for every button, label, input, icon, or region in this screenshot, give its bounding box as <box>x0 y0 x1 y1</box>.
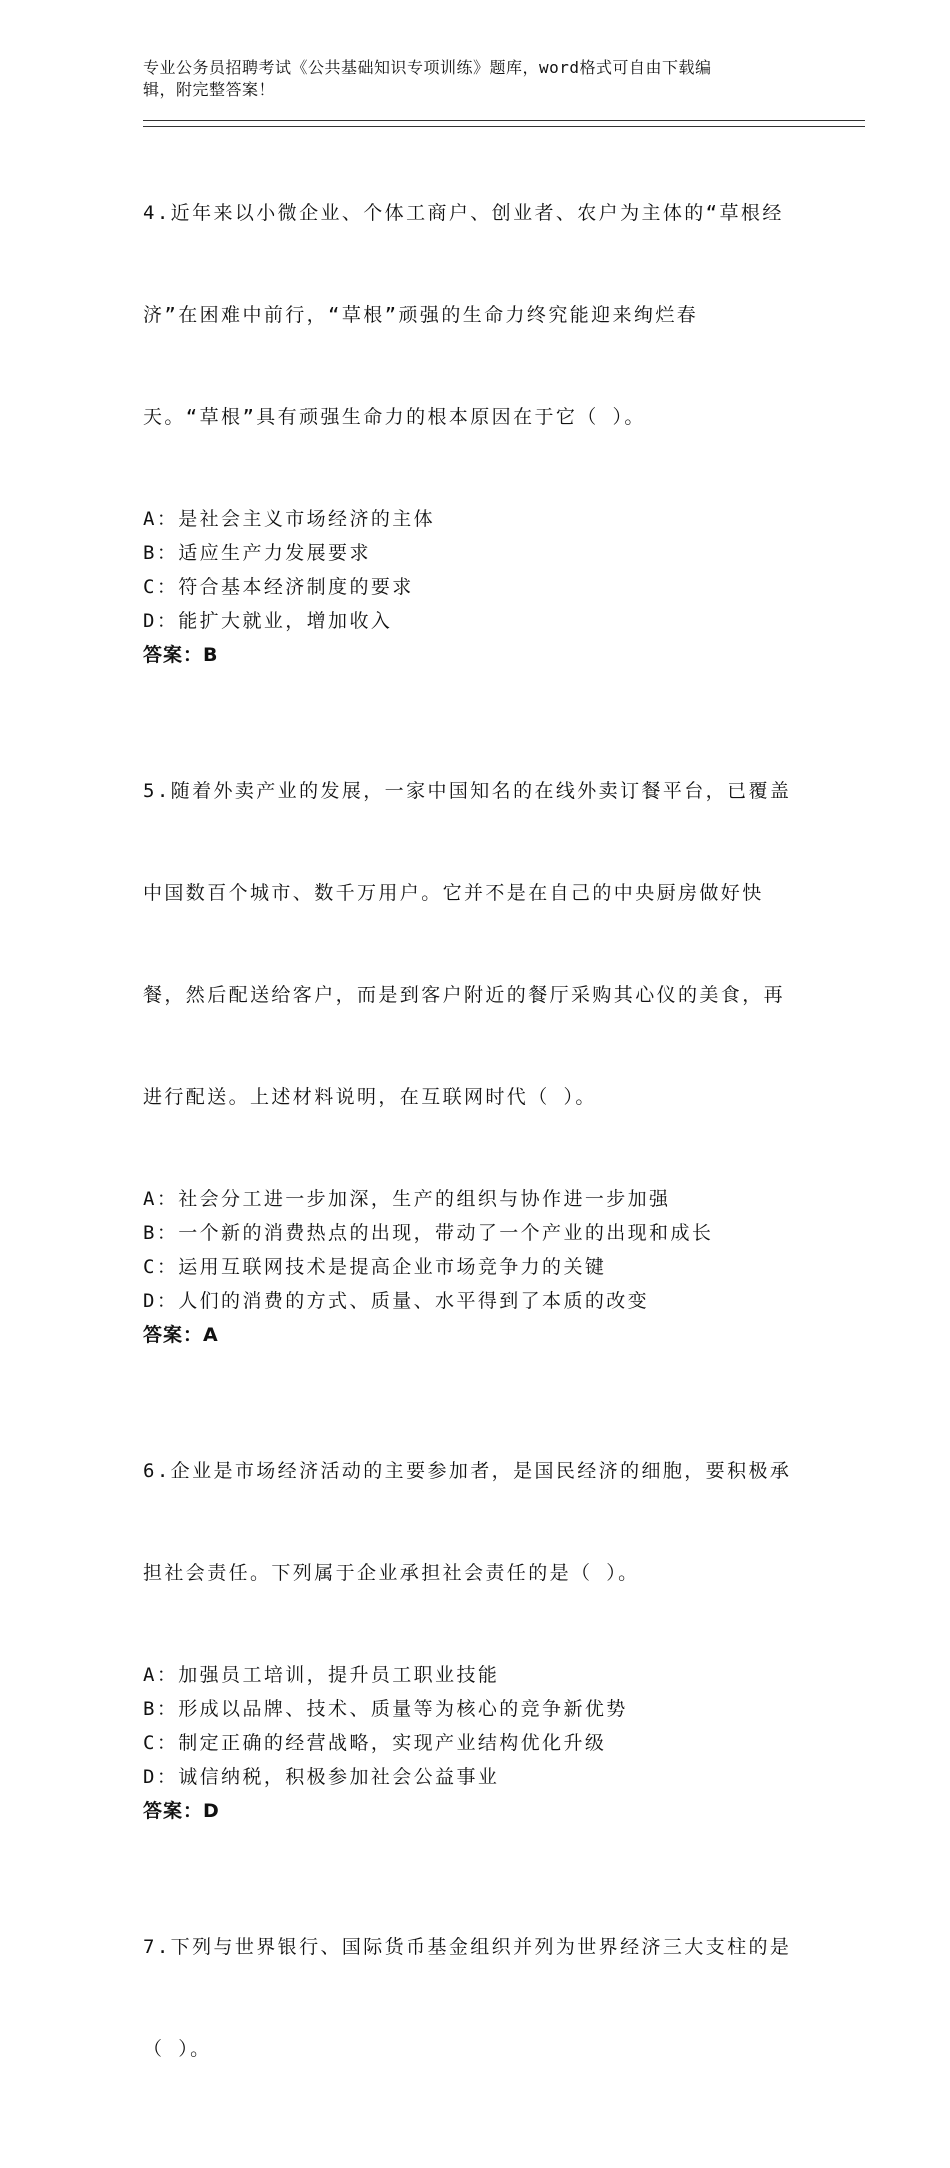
question-stem <box>143 706 803 1182</box>
stem-line: 6.企业是市场经济活动的主要参加者，是国民经济的细胞，要积极承 <box>143 1460 792 1482</box>
stem-line: 天。“草根”具有顽强生命力的根本原因在于它（ ）。 <box>143 406 646 428</box>
stem-line: 4.近年来以小微企业、个体工商户、创业者、农户为主体的“草根经 <box>143 202 784 224</box>
stem-line: 担社会责任。下列属于企业承担社会责任的是（ ）。 <box>143 1562 640 1584</box>
question-list <box>143 128 803 2168</box>
question-stem <box>143 1862 803 2134</box>
question-6 <box>143 1386 803 1828</box>
option-c: C：制定正确的经营战略，实现产业结构优化升级 <box>143 1732 607 1754</box>
header-divider <box>143 120 865 127</box>
option-b: B：适应生产力发展要求 <box>143 542 371 564</box>
stem-line: 5.随着外卖产业的发展，一家中国知名的在线外卖订餐平台，已覆盖 <box>143 780 792 802</box>
option-d: D：能扩大就业，增加收入 <box>143 610 393 632</box>
stem-line: 7.下列与世界银行、国际货币基金组织并列为世界经济三大支柱的是 <box>143 1936 792 1958</box>
stem-line: 餐，然后配送给客户，而是到客户附近的餐厅采购其心仪的美食，再 <box>143 984 786 1006</box>
stem-line: （ ）。 <box>143 2038 212 2060</box>
answer-label: 答案：B <box>143 644 219 666</box>
header-line-2: 辑，附完整答案！ <box>143 80 276 99</box>
option-c: C：运用互联网技术是提高企业市场竞争力的关键 <box>143 1256 607 1278</box>
header-line-1: 专业公务员招聘考试《公共基础知识专项训练》题库，word格式可自由下载编 <box>143 58 712 77</box>
answer-label: 答案：A <box>143 1324 219 1346</box>
page-header <box>143 57 803 101</box>
option-a: A：社会分工进一步加深，生产的组织与协作进一步加强 <box>143 1188 671 1210</box>
question-5 <box>143 706 803 1352</box>
stem-line: 中国数百个城市、数千万用户。它并不是在自己的中央厨房做好快 <box>143 882 764 904</box>
option-d: D：诚信纳税，积极参加社会公益事业 <box>143 1766 500 1788</box>
option-b: B：形成以品牌、技术、质量等为核心的竞争新优势 <box>143 1698 628 1720</box>
question-stem <box>143 128 803 502</box>
stem-line: 济”在困难中前行，“草根”顽强的生命力终究能迎来绚烂春 <box>143 304 699 326</box>
answer-label: 答案：D <box>143 1800 220 1822</box>
question-stem <box>143 1386 803 1658</box>
option-d: D：人们的消费的方式、质量、水平得到了本质的改变 <box>143 1290 650 1312</box>
option-a: A：是社会主义市场经济的主体 <box>143 508 436 530</box>
question-4 <box>143 128 803 672</box>
question-7 <box>143 1862 803 2134</box>
option-c: C：符合基本经济制度的要求 <box>143 576 414 598</box>
option-b: B：一个新的消费热点的出现，带动了一个产业的出现和成长 <box>143 1222 714 1244</box>
stem-line: 进行配送。上述材料说明，在互联网时代（ ）。 <box>143 1086 597 1108</box>
option-a: A：加强员工培训，提升员工职业技能 <box>143 1664 500 1686</box>
